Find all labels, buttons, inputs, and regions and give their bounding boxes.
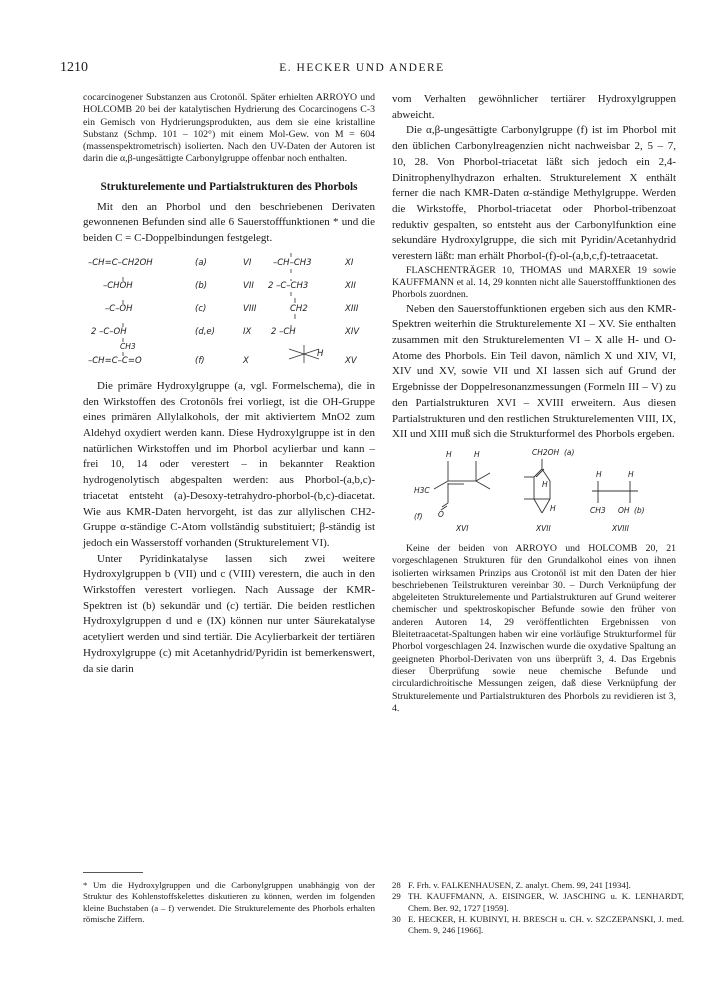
paragraph: FLASCHENTRÄGER 10, THOMAS und MARXER 19 sowie KAUFFMANN et al. 14, 29 konnten nicht alle Sauerstofffunktionen des Phorbols zuordnen. [392, 264, 676, 301]
formula-numeral: XII [345, 280, 356, 291]
reference-text: F. Frh. v. FALKENHAUSEN, Z. analyt. Chem. 99, 241 [1934]. [408, 880, 631, 890]
structure-label: XVIII [612, 523, 629, 533]
formula-numeral: VIII [243, 303, 257, 314]
formula-aux: CH3 [120, 341, 136, 351]
section-heading: Strukturelemente und Partialstrukturen des Phorbols [100, 180, 358, 193]
formula-row-left: –CH=C–CH2OH [88, 257, 153, 268]
formula-scheme [83, 253, 375, 375]
formula-row-left: –C–OH [105, 303, 133, 314]
formula-numeral: XIV [345, 326, 360, 337]
paragraph: vom Verhalten gewöhnlicher tertiärer Hydroxylgruppen abweicht. [392, 93, 676, 121]
reference-number: 29 [392, 891, 401, 902]
atom-label: (a) [564, 447, 575, 457]
page-number: 1210 [60, 60, 88, 75]
paragraph: Unter Pyridinkatalyse lassen sich zwei weitere Hydroxylgruppen b (VII) und c (VIII) verestern, die auch in den Wirkstoffen verestert vorliegen. Nach Aussage der KMR-Spektren ist (b) sekundär und (c) tertiär. Die beiden restlichen Hydroxylgruppen d und e (IX) können nur unter Säurekatalyse acetyliert werden und sind tertiär. Die Acylierbarkeit der tertiären Hydroxylgruppe (c) mit Acetanhydrid/Pyridin ist bemerkenswert, da sie darin [83, 552, 375, 675]
atom-label: (b) [634, 505, 645, 515]
atom-label: H [474, 449, 480, 459]
atom-label: CH3 [590, 505, 606, 515]
atom-label: O [438, 509, 444, 519]
reference-text: E. HECKER, H. KUBINYI, H. BRESCH u. CH. v. SZCZEPANSKI, J. med. Chem. 9, 246 [1966]. [408, 913, 684, 936]
structure-label: XVII [536, 523, 551, 533]
atom-label: H [550, 503, 556, 513]
formula-numeral: XIII [345, 303, 359, 314]
reference-item [392, 914, 684, 937]
running-title: E. HECKER UND ANDERE [279, 62, 445, 74]
atom-label: H [446, 449, 452, 459]
reference-number: 28 [392, 880, 401, 890]
atom-label: H [628, 469, 634, 479]
reference-item [392, 891, 684, 914]
atom-label: OH [618, 505, 630, 515]
reference-number: 30 [392, 913, 401, 924]
paragraph: Keine der beiden von ARROYO und HOLCOMB 20, 21 vorgeschlagenen Strukturen für den Grundalkohol eines von ihnen isolierten wirksamen Prinzips aus Crotonöl ist mit den Daten der hier beschriebenen Teilstrukturen vereinbar 30. – Durch Verknüpfung der abgeleiteten Strukturelemente und Partialstrukturen auf Grund weiterer chemischer und spektroskopischer Befunde sowie den früher von anderen Autoren 14, 29 veröffentlichten Ergebnissen von Bleitetraacetat-Spaltungen haben wir eine vorläufige Strukturformel für Phorbol vorgeschlagen 24. Inzwischen wurde die oxydative Spaltung an geeigneten Phorbol-Derivaten von uns überprüft 3, 4. Das Ergebnis dieser Überprüfung sowie neue chemische Befunde und circulardichroitische Messungen zeigen, daß diese Verknüpfung der Strukturelemente und Partialstrukturen des Phorbols zu revidieren ist 3, 4. [392, 542, 676, 714]
paragraph: Mit den an Phorbol und den beschriebenen Derivaten gewonnenen Befunden sind alle 6 Sauerstofffunktionen * und die beiden C = C-Doppelbindungen festgelegt. [83, 200, 375, 245]
atom-label: (f) [414, 511, 423, 521]
atom-label: CH2OH [532, 447, 560, 457]
paragraph: Die α,β-ungesättigte Carbonylgruppe (f) ist im Phorbol mit den üblichen Carbonylreagenzien nicht nachweisbar 2, 5 – 7, 10, 28. Von Phorbol-triacetat läßt sich jedoch ein 2,4-Dinitrophenylhydrazon erhalten. Strukturelement X enthält ferner die nach KMR-Daten α-ständige Methylgruppe. Werden die Wirkstoffe, Phorbol-triacetat oder Phorbol-tribenzoat reduktiv gespalten, so entsteht aus der Carbonylfunktion eine sekundäre Hydroxylgruppe, die sich mit Pyridin/Acetanhydrid verestern läßt: man erhält Phorbol-(f)-ol-(a,b,c,f)-tetraacetat. [392, 124, 676, 263]
paragraph: cocarcinogener Substanzen aus Crotonöl. Später erhielten ARROYO und HOLCOMB 20 bei der katalytischen Hydrierung des Cocarcinogens C-3 ein Gemisch von Hydrierungsprodukten, aus dem sie eine kristalline Substanz (Schmp. 101 – 102°) mit einem Mol-Gew. von M = 604 (massenspektrometrisch) isolierten. Nach den UV-Daten der Autoren ist darin die α,β-ungesättigte Carbonylgruppe offenbar noch enthalten. [83, 92, 375, 165]
atom-label: H [542, 479, 548, 489]
formula-numeral: XV [345, 355, 357, 366]
structure-bonds [434, 459, 638, 513]
formula-numeral: IX [243, 326, 252, 337]
right-column [392, 92, 676, 715]
formula-row-right: CH2 [290, 303, 308, 314]
formula-row-right: 2 –C–CH3 [268, 280, 309, 291]
formula-tag: (f) [195, 355, 205, 366]
page-header [60, 60, 664, 82]
paragraph: Die primäre Hydroxylgruppe (a, vgl. Formelschema), die in den Wirkstoffen des Crotonöls frei vorliegt, ist die OH-Gruppe eines primären Allylalkohols, der mit aktiviertem MnO2 zum Aldehyd oxydiert werden kann. Diese Hydroxylgruppe ist in den natürlichen Wirkstoffen und im Phorbol acylierbar und kann – frei 10, 14 oder verestert – in bekannter Reaktion hydrogenolytisch abgespalten werden: aus Phorbol-(a,b,c)-triacetat entsteht (a)-Desoxy-tetrahydro-phorbol-(b,c)-diacetat. Wie aus KMR-Daten hervorgeht, ist das zur allylischen CH2-Gruppe α-ständige C-Atom vollständig substituiert; β-ständig ist jedoch ein Wasserstoff vorhanden (Strukturelement VI). [83, 379, 375, 549]
formula-tag: (a) [195, 257, 207, 268]
references [392, 880, 684, 936]
formula-row-right: 2 –CH [271, 326, 296, 337]
formula-numeral: VI [243, 257, 252, 268]
reference-text: TH. KAUFFMANN, A. EISINGER, W. JASCHING u. K. LENHARDT, Chem. Ber. 92, 1727 [1959]. [408, 891, 684, 913]
formula-tag: (c) [195, 303, 207, 314]
formula-row-left: –CHOH [103, 280, 133, 291]
formula-row-left: 2 –C–OH [91, 326, 127, 337]
atom-label: H [596, 469, 602, 479]
formula-numeral: X [243, 355, 249, 366]
structure-label: XVI [456, 523, 469, 533]
formula-row-right: –CH–CH3 [273, 257, 312, 268]
formula-tag: (b) [195, 280, 208, 291]
formula-row-left: –CH=C–C=O [88, 355, 142, 366]
left-column [83, 92, 375, 677]
paragraph: Neben den Sauerstoffunktionen ergeben sich aus den KMR-Spektren weiterhin die Strukturelemente XI – XV. Sie enthalten zusammen mit den Strukturelementen VI – X alle H- und O-Atome des Phorbols. Ein Teil davon, nämlich X und XIV, VI, XIV und XV, sowie VII und XI lassen sich auf Grund der Ergebnisse der Doppelresonanzmessungen (Formeln III – V) zu den Partialstrukturen XVI – XVIII erweitern. Aus diesen Partialstrukturen und den restlichen Strukturelementen VIII, IX, XII und XIII muß sich die Strukturformel des Phorbols ergeben. [392, 302, 676, 441]
formula-row-right: H [317, 348, 324, 359]
formula-numeral: XI [345, 257, 354, 268]
atom-label: H3C [414, 485, 430, 495]
footnote-rule [83, 872, 143, 873]
reference-item [392, 880, 684, 891]
formula-tag: (d,e) [195, 326, 215, 337]
partial-structures [412, 447, 672, 537]
formula-numeral: VII [243, 280, 254, 291]
footnote: * Um die Hydroxylgruppen und die Carbonylgruppen unabhängig von der Struktur des Kohlenstoffskelettes diskutieren zu können, werden im folgenden kleine Buchstaben (a – f) verwendet. Die Strukturelemente des Phorbols erhalten römische Ziffern. [83, 880, 375, 924]
